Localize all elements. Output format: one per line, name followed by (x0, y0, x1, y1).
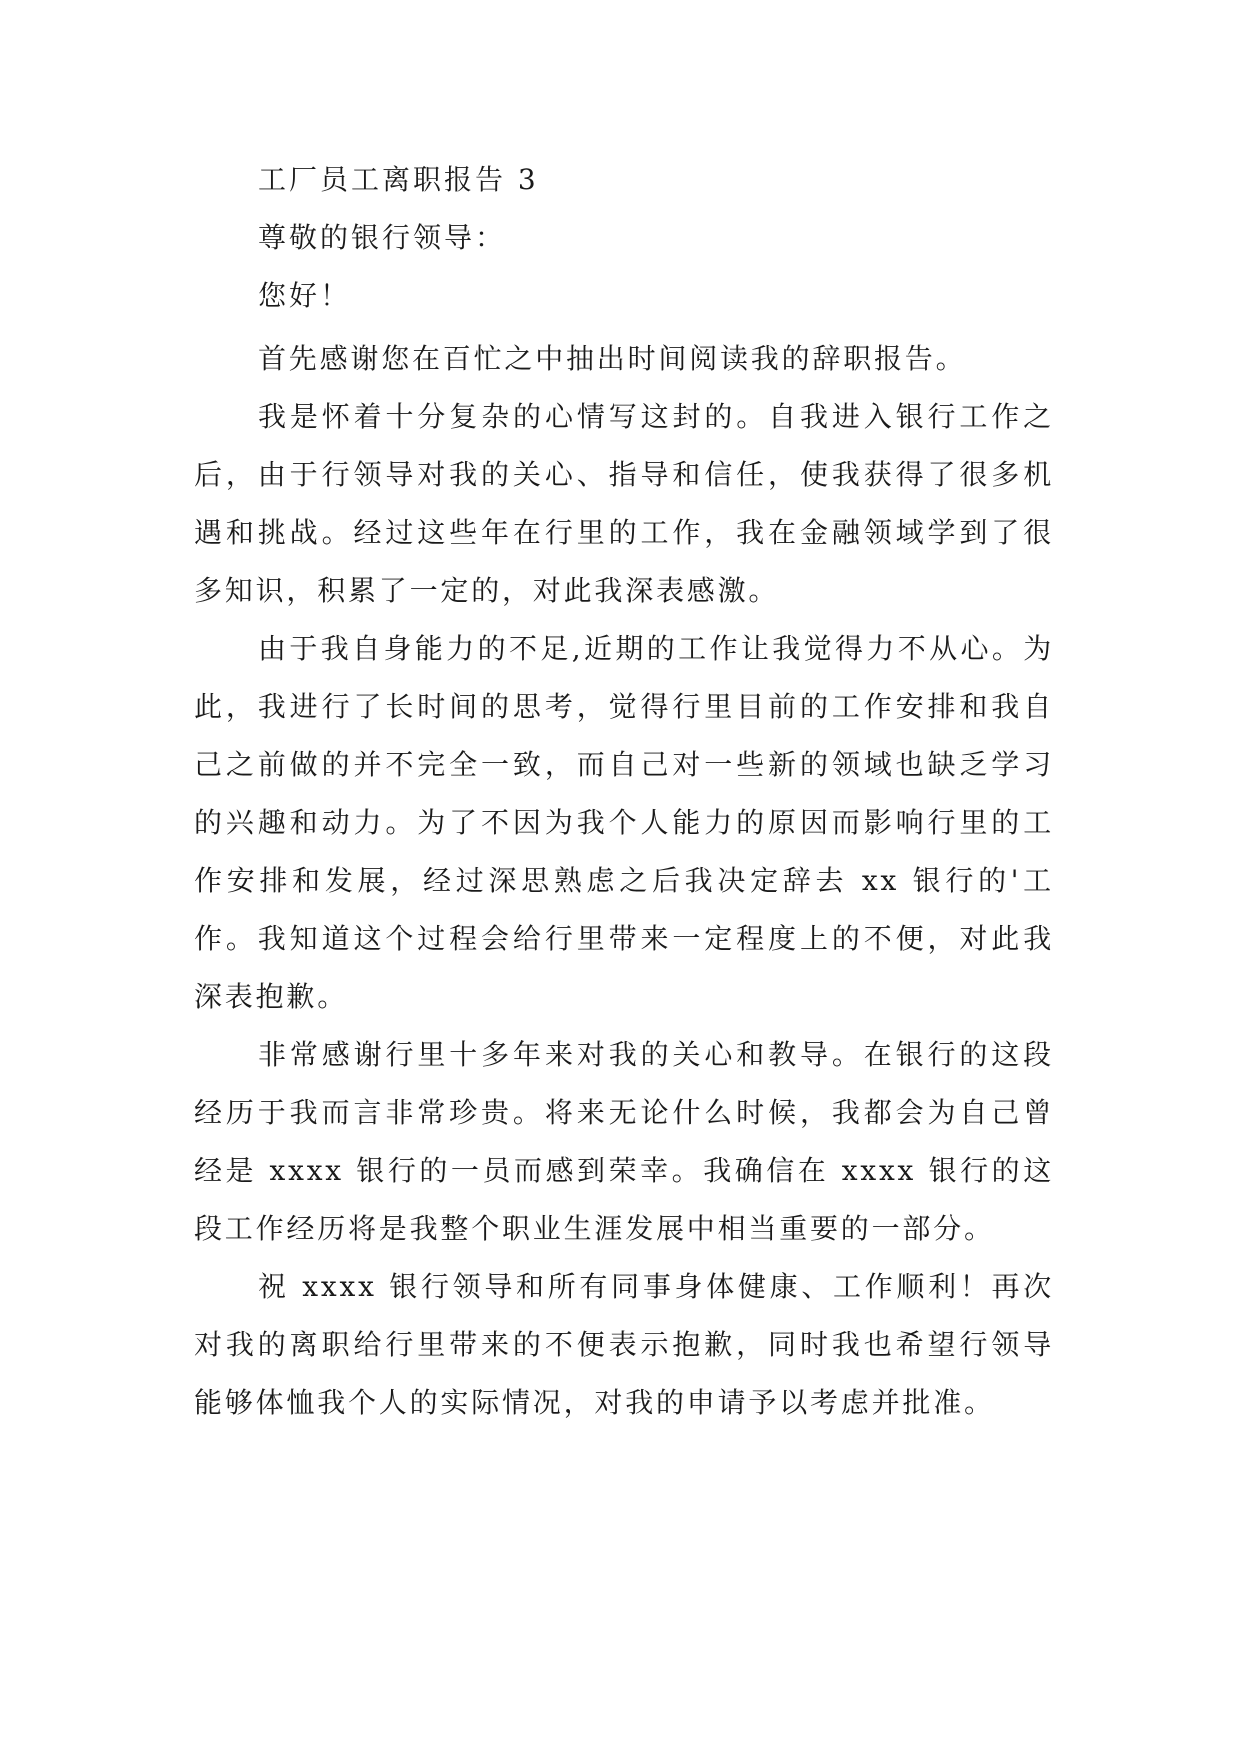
document-title: 工厂员工离职报告 3 (258, 163, 539, 196)
paragraph-5: 祝 xxxx 银行领导和所有同事身体健康、工作顺利！再次对我的离职给行里带来的不便表示抱歉，同时我也希望行领导能够体恤我个人的实际情况，对我的申请予以考虑并批准。 (194, 1270, 1054, 1419)
paragraph-3: 由于我自身能力的不足,近期的工作让我觉得力不从心。为此，我进行了长时间的思考，觉得行里目前的工作安排和我自己之前做的并不完全一致，而自己对一些新的领域也缺乏学习的兴趣和动力。为了不因为我个人能力的原因而影响行里的工作安排和发展，经过深思熟虑之后我决定辞去 xx 银行的'工作。我知道这个过程会给行里带来一定程度上的不便，对此我深表抱歉。 (194, 632, 1054, 1013)
paragraph-2: 我是怀着十分复杂的心情写这封的。自我进入银行工作之后，由于行领导对我的关心、指导和信任，使我获得了很多机遇和挑战。经过这些年在行里的工作，我在金融领域学到了很多知识，积累了一定的，对此我深表感激。 (194, 400, 1054, 607)
paragraph-4: 非常感谢行里十多年来对我的关心和教导。在银行的这段经历于我而言非常珍贵。将来无论什么时候，我都会为自己曾经是 xxxx 银行的一员而感到荣幸。我确信在 xxxx 银行的这段工作经历将是我整个职业生涯发展中相当重要的一部分。 (194, 1038, 1054, 1245)
salutation: 尊敬的银行领导： (258, 221, 507, 254)
paragraph-1: 首先感谢您在百忙之中抽出时间阅读我的辞职报告。 (258, 342, 967, 375)
document-page (194, 160, 1054, 1432)
greeting: 您好！ (258, 279, 352, 312)
